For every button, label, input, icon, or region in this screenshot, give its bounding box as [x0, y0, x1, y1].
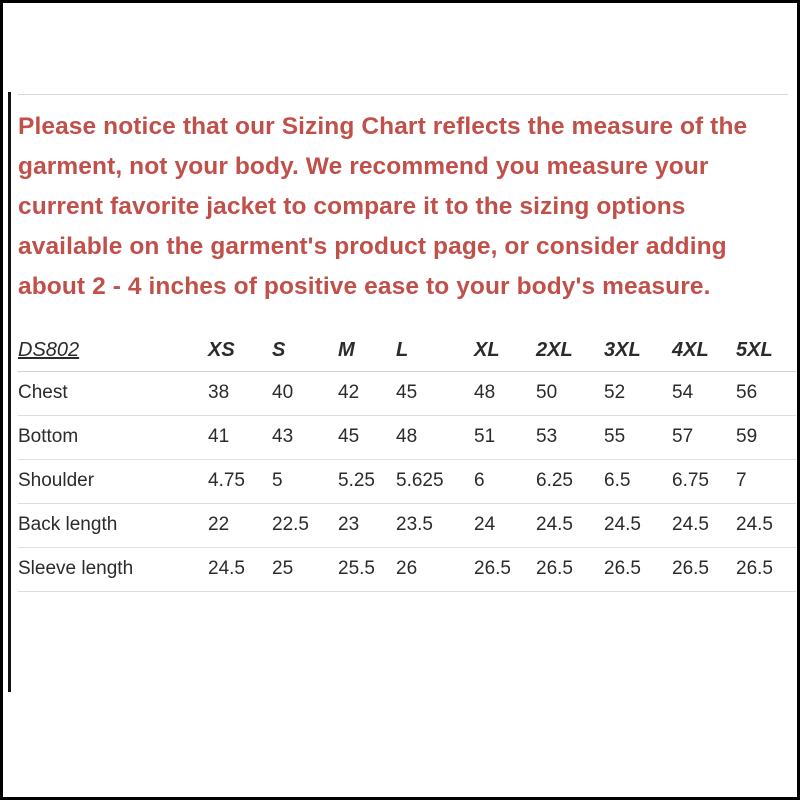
vertical-rule [8, 92, 11, 692]
cell-sleeve-length-xl: 26.5 [474, 548, 536, 592]
cell-shoulder-l: 5.625 [396, 460, 474, 504]
header-style-code: DS802 [18, 329, 208, 372]
cell-shoulder-3xl: 6.5 [604, 460, 672, 504]
cell-shoulder-s: 5 [272, 460, 338, 504]
cell-sleeve-length-s: 25 [272, 548, 338, 592]
row-label-shoulder: Shoulder [18, 460, 208, 504]
header-size-xs: XS [208, 329, 272, 372]
cell-shoulder-4xl: 6.75 [672, 460, 736, 504]
notice-divider [18, 94, 788, 95]
cell-back-length-5xl: 24.5 [736, 504, 796, 548]
cell-chest-2xl: 50 [536, 372, 604, 416]
cell-bottom-xs: 41 [208, 416, 272, 460]
size-chart-table [18, 329, 796, 592]
page-border-top [0, 0, 800, 3]
header-size-l: L [396, 329, 474, 372]
cell-bottom-4xl: 57 [672, 416, 736, 460]
cell-shoulder-xl: 6 [474, 460, 536, 504]
cell-chest-xs: 38 [208, 372, 272, 416]
cell-sleeve-length-l: 26 [396, 548, 474, 592]
sizing-notice-text: Please notice that our Sizing Chart reflects the measure of the garment, not your body. We recommend you measure your current favorite jacket to compare it to the sizing options available on the garment's product page, or consider adding about 2 - 4 inches of positive ease to your body's measure. [18, 113, 748, 300]
cell-chest-l: 45 [396, 372, 474, 416]
cell-bottom-l: 48 [396, 416, 474, 460]
row-label-chest: Chest [18, 372, 208, 416]
cell-sleeve-length-2xl: 26.5 [536, 548, 604, 592]
cell-shoulder-2xl: 6.25 [536, 460, 604, 504]
row-label-back-length: Back length [18, 504, 208, 548]
table-row [18, 416, 796, 460]
cell-chest-4xl: 54 [672, 372, 736, 416]
header-size-s: S [272, 329, 338, 372]
table-row [18, 460, 796, 504]
header-size-4xl: 4XL [672, 329, 736, 372]
row-label-sleeve-length: Sleeve length [18, 548, 208, 592]
cell-chest-xl: 48 [474, 372, 536, 416]
cell-back-length-4xl: 24.5 [672, 504, 736, 548]
cell-back-length-2xl: 24.5 [536, 504, 604, 548]
header-size-xl: XL [474, 329, 536, 372]
cell-shoulder-xs: 4.75 [208, 460, 272, 504]
table-row [18, 548, 796, 592]
cell-chest-5xl: 56 [736, 372, 796, 416]
cell-chest-3xl: 52 [604, 372, 672, 416]
header-size-m: M [338, 329, 396, 372]
cell-bottom-s: 43 [272, 416, 338, 460]
cell-sleeve-length-5xl: 26.5 [736, 548, 796, 592]
cell-chest-m: 42 [338, 372, 396, 416]
cell-sleeve-length-m: 25.5 [338, 548, 396, 592]
header-size-3xl: 3XL [604, 329, 672, 372]
cell-back-length-l: 23.5 [396, 504, 474, 548]
row-label-bottom: Bottom [18, 416, 208, 460]
cell-sleeve-length-3xl: 26.5 [604, 548, 672, 592]
table-row [18, 372, 796, 416]
cell-sleeve-length-4xl: 26.5 [672, 548, 736, 592]
cell-back-length-xl: 24 [474, 504, 536, 548]
cell-back-length-xs: 22 [208, 504, 272, 548]
header-size-2xl: 2XL [536, 329, 604, 372]
cell-bottom-xl: 51 [474, 416, 536, 460]
header-size-5xl: 5XL [736, 329, 796, 372]
cell-back-length-3xl: 24.5 [604, 504, 672, 548]
cell-bottom-m: 45 [338, 416, 396, 460]
cell-back-length-m: 23 [338, 504, 396, 548]
cell-bottom-5xl: 59 [736, 416, 796, 460]
table-row [18, 504, 796, 548]
cell-sleeve-length-xs: 24.5 [208, 548, 272, 592]
cell-bottom-3xl: 55 [604, 416, 672, 460]
page-border-left [0, 0, 3, 800]
cell-shoulder-m: 5.25 [338, 460, 396, 504]
sizing-chart-document [18, 94, 788, 592]
cell-shoulder-5xl: 7 [736, 460, 796, 504]
table-header-row [18, 329, 796, 372]
cell-bottom-2xl: 53 [536, 416, 604, 460]
cell-back-length-s: 22.5 [272, 504, 338, 548]
cell-chest-s: 40 [272, 372, 338, 416]
